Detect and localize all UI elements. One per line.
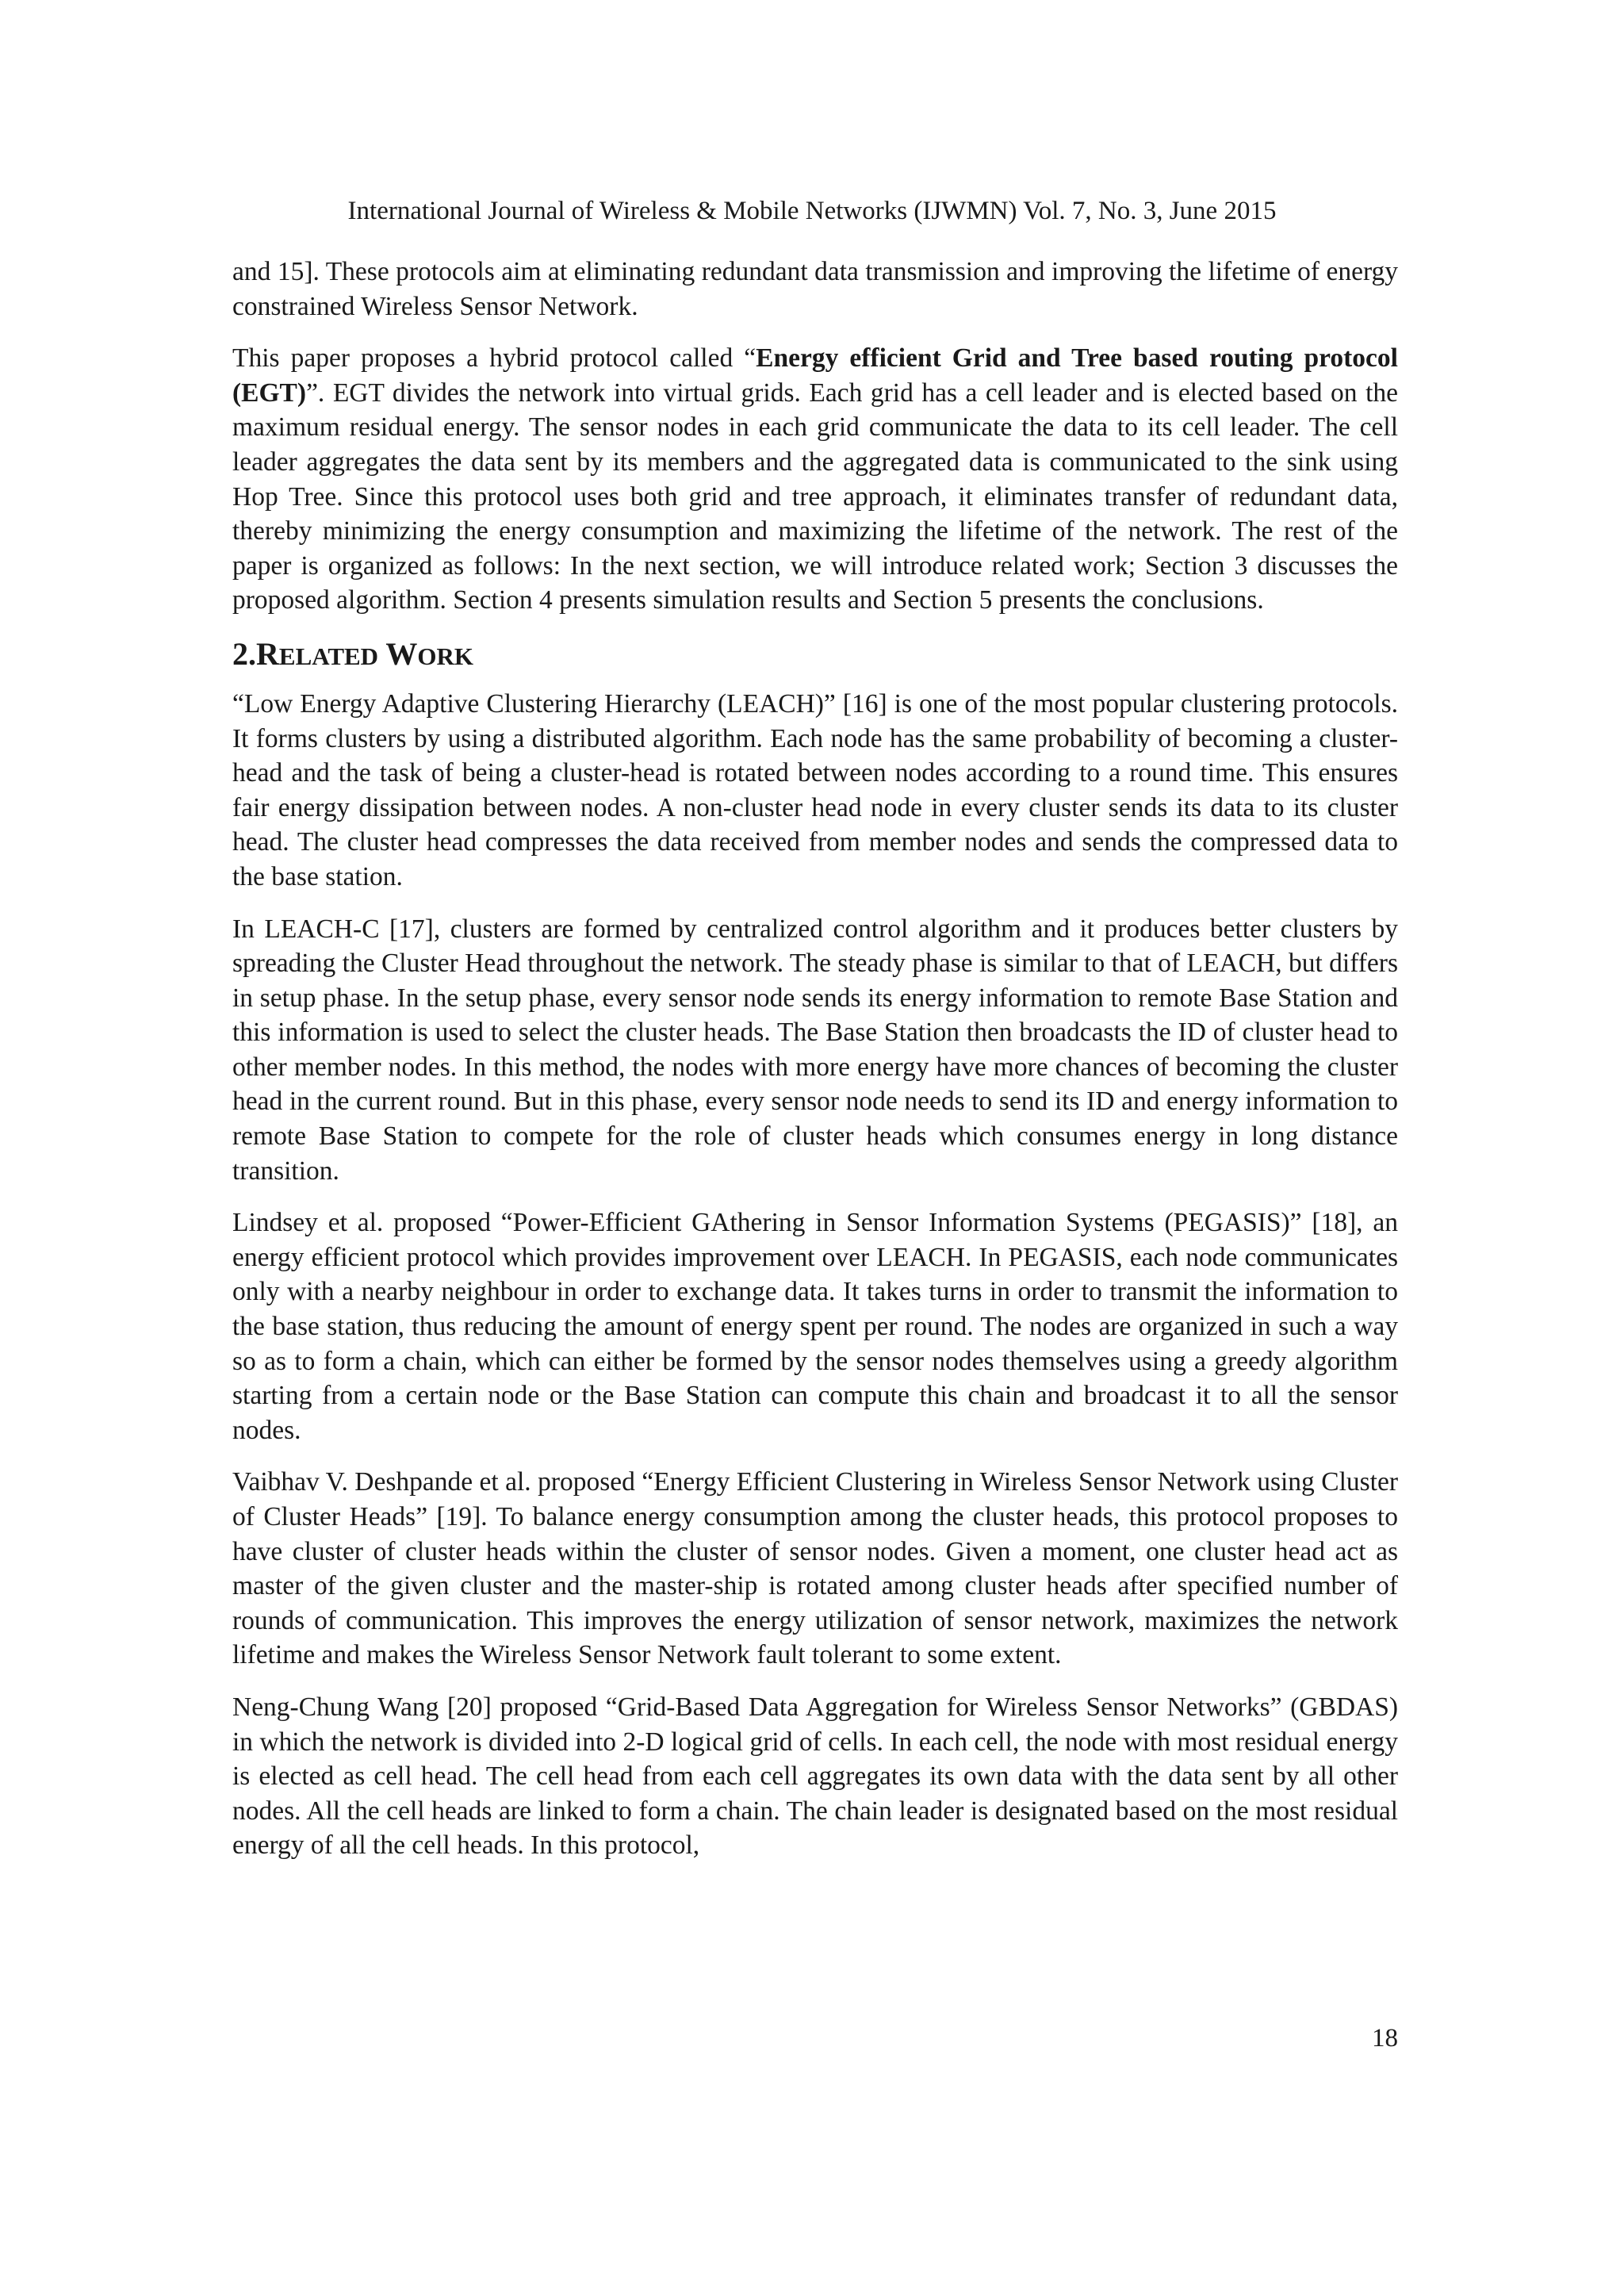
paragraph-leach: “Low Energy Adaptive Clustering Hierarchy (LEACH)” [16] is one of the most popular clustering protocols. It forms clusters by using a distributed algorithm. Each node has the same probability of becoming a cluster-head and the task of being a cluster-head is rotated between nodes according to a round time. This ensures fair energy dissipation between nodes. A non-cluster head node in every cluster sends its data to its cluster head. The cluster head compresses the data received from member nodes and sends the compressed data to the base station. [232,688,1398,891]
running-header: International Journal of Wireless & Mobile Networks (IJWMN) Vol. 7, No. 3, June 2015 [347,197,1277,225]
paragraph-text: ”. EGT divides the network into virtual grids. Each grid has a cell leader and is elected based on the maximum residual energy. The sensor nodes in each grid communicate the data to its cell leader. The cell leader aggregates the data sent by its members and the aggregated data is communicated to the sink using Hop Tree. Since this protocol uses both grid and tree approach, it eliminates transfer of redundant data, thereby minimizing the energy consumption and maximizing the lifetime of the network. The rest of the paper is organized as follows: In the next section, we will introduce related work; Section 3 discusses the proposed algorithm. Section 4 presents simulation results and Section 5 presents the conclusions. [232,378,1398,615]
section-number: 2. [232,635,256,672]
section-heading-related-work [232,635,1398,676]
paragraph-gbdas: Neng-Chung Wang [20] proposed “Grid-Based Data Aggregation for Wireless Sensor Networks” (GBDAS) in which the network is divided into 2-D logical grid of cells. In each cell, the node with most residual energy is elected as cell head. The cell head from each cell aggregates its own data with the data sent by all other nodes. All the cell heads are linked to form a chain. The chain leader is designated based on the most residual energy of all the cell heads. In this protocol, [232,1692,1398,1861]
paragraph-egt-proposal [232,341,1398,618]
paragraph-cluster-of-cluster-heads: Vaibhav V. Deshpande et al. proposed “Energy Efficient Clustering in Wireless Sensor Network using Cluster of Cluster Heads” [19]. To balance energy consumption among the cluster heads, this protocol proposes to have cluster of cluster heads within the cluster of sensor nodes. Given a moment, one cluster head act as master of the given cluster and the master-ship is rotated among cluster heads after specified number of rounds of communication. This improves the energy utilization of sensor network, maximizes the network lifetime and makes the Wireless Sensor Network fault tolerant to some extent. [232,1467,1398,1670]
paragraph-text: This paper proposes a hybrid protocol called “ [232,343,756,374]
paragraph-leach-c: In LEACH-C [17], clusters are formed by centralized control algorithm and it produces better clusters by spreading the Cluster Head throughout the network. The steady phase is similar to that of LEACH, but differs in setup phase. In the setup phase, every sensor node sends its energy information to remote Base Station and this information is used to select the cluster heads. The Base Station then broadcasts the ID of cluster head to other member nodes. In this method, the nodes with more energy have more chances of becoming the cluster head in the current round. But in this phase, every sensor node needs to send its ID and energy information to remote Base Station to compete for the role of cluster heads which consumes energy in long distance transition. [232,914,1398,1186]
paragraph-intro-continuation: and 15]. These protocols aim at eliminating redundant data transmission and improving the lifetime of energy constrained Wireless Sensor Network. [232,257,1398,321]
section-title-initial: R [256,635,279,672]
page-number: 18 [1372,2024,1398,2053]
section-title-smallcaps: ELATED [278,642,379,670]
section-title-smallcaps: ORK [417,642,473,670]
protocol-name-bold: Energy efficient Grid and Tree based routing protocol (EGT) [232,343,1398,408]
paragraph-pegasis: Lindsey et al. proposed “Power-Efficient GAthering in Sensor Information Systems (PEGASIS)” [18], an energy efficient protocol which provides improvement over LEACH. In PEGASIS, each node communicates only with a nearby neighbour in order to exchange data. It takes turns in order to transmit the information to the base station, thus reducing the amount of energy spent per round. The nodes are organized in such a way so as to form a chain, which can either be formed by the sensor nodes themselves using a greedy algorithm starting from a certain node or the Base Station can compute this chain and broadcast it to all the sensor nodes. [232,1208,1398,1445]
section-title-initial: W [385,635,418,672]
body-content [232,255,1398,1880]
